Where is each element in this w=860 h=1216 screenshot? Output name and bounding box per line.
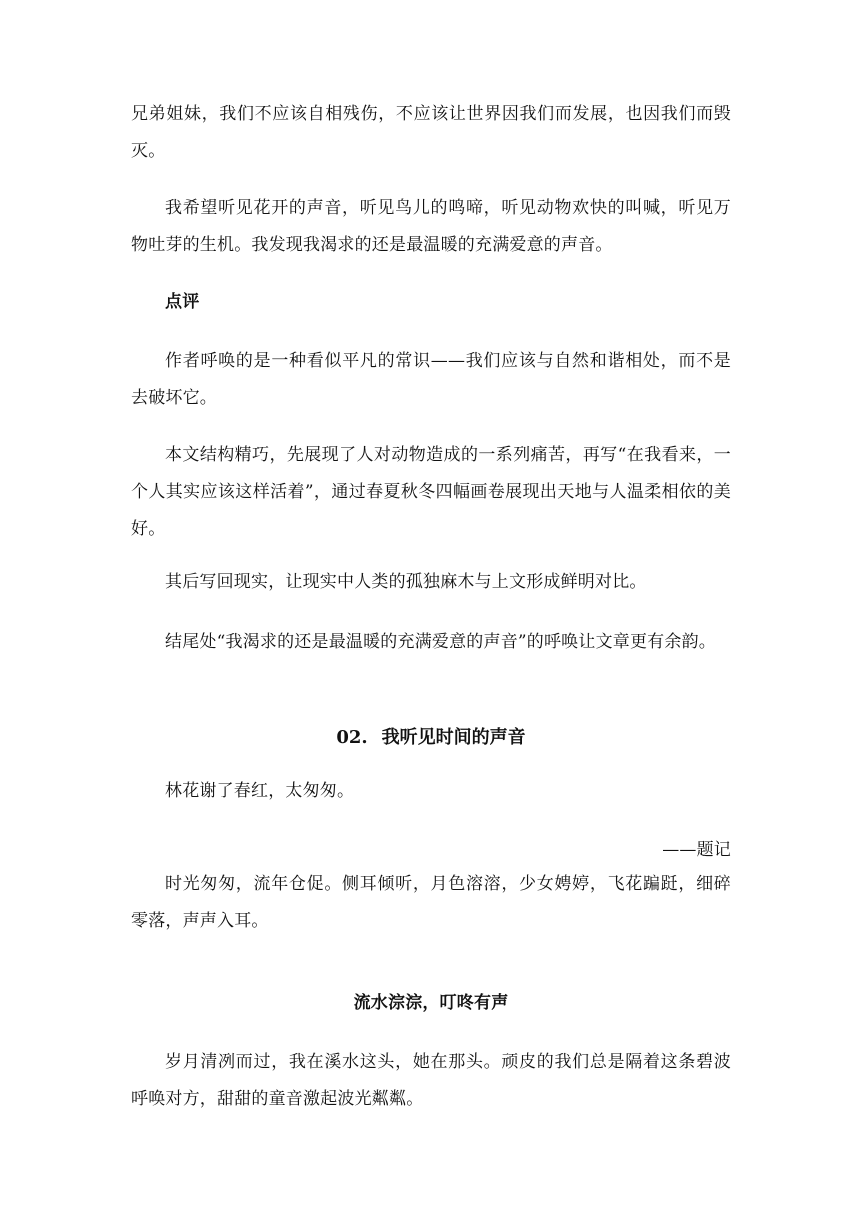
article2-paragraph-intro: 时光匆匆，流年仓促。侧耳倾听，月色溶溶，少女娉婷，飞花蹁跹，细碎零落，声声入耳。 bbox=[131, 874, 731, 931]
comment-paragraph-2: 本文结构精巧，先展现了人对动物造成的一系列痛苦，再写“在我看来，一个人其实应该这样活着”，通过春夏秋冬四幅画卷展现出天地与人温柔相依的美好。 bbox=[131, 445, 731, 539]
article2-subheading: 流水淙淙，叮咚有声 bbox=[353, 993, 509, 1013]
comment-paragraph-1: 作者呼唤的是一种看似平凡的常识——我们应该与自然和谐相处，而不是去破坏它。 bbox=[131, 351, 731, 408]
article2-epigraph: 林花谢了春红，太匆匆。 bbox=[165, 781, 355, 801]
article2-number: 02. bbox=[336, 727, 368, 748]
comment-heading: 点评 bbox=[165, 292, 200, 312]
comment-paragraph-3: 其后写回现实，让现实中人类的孤独麻木与上文形成鲜明对比。 bbox=[165, 572, 647, 592]
article2-paragraph-stream: 岁月清冽而过，我在溪水这头，她在那头。顽皮的我们总是隔着这条碧波呼唤对方，甜甜的童音激起波光粼粼。 bbox=[131, 1052, 731, 1109]
article2-epigraph-attribution: ——题记 bbox=[662, 840, 731, 860]
article1-paragraph-continued: 兄弟姐妹，我们不应该自相残伤，不应该让世界因我们而发展，也因我们而毁灭。 bbox=[131, 104, 731, 161]
article2-title-text: 我听见时间的声音 bbox=[381, 727, 526, 748]
article2-title bbox=[131, 718, 731, 758]
comment-paragraph-4: 结尾处“我渴求的还是最温暖的充满爱意的声音”的呼唤让文章更有余韵。 bbox=[165, 632, 716, 652]
article1-paragraph-hope: 我希望听见花开的声音，听见鸟儿的鸣啼，听见动物欢快的叫喊，听见万物吐芽的生机。我发现我渴求的还是最温暖的充满爱意的声音。 bbox=[131, 198, 731, 255]
